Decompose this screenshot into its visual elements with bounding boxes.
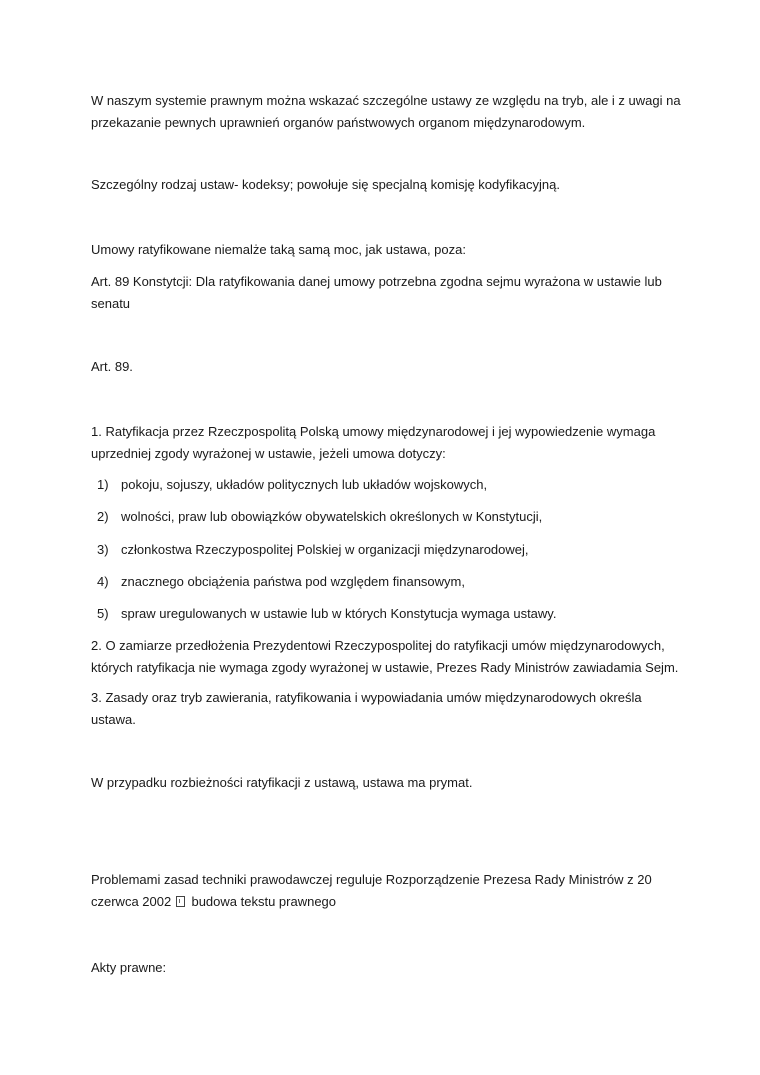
list-item-text: pokoju, sojuszy, układów politycznych lub układów wojskowych, [121,477,488,492]
list-item-number: 5) [97,606,109,621]
article-heading: Art. 89. [91,359,133,374]
list-item-number: 4) [97,574,109,589]
paragraph-technika-suffix: budowa tekstu prawnego [191,894,337,909]
list-item [97,539,677,561]
article-point-3: 3. Zasady oraz tryb zawierania, ratyfikowania i wypowiadania umów międzynarodowych określa ustawa. [91,690,642,727]
list-item [97,571,677,593]
list-item-text: wolności, praw lub obowiązków obywatelskich określonych w Konstytucji, [121,509,543,524]
list-item [97,474,677,496]
paragraph-intro: W naszym systemie prawnym można wskazać szczególne ustawy ze względu na tryb, ale i z uwagi na przekazanie pewnych uprawnień organów państwowych organom międzynarodowym. [91,93,681,130]
paragraph-akty-prawne: Akty prawne: [91,960,167,975]
paragraph-kodeksy: Szczególny rodzaj ustaw- kodeksy; powołuje się specjalną komisję kodyfikacyjną. [91,177,560,192]
list-item-number: 1) [97,477,109,492]
list-item-text: członkostwa Rzeczypospolitej Polskiej w organizacji międzynarodowej, [121,542,529,557]
list-item [97,603,677,625]
paragraph-technika-text: Problemami zasad techniki prawodawczej reguluje Rozporządzenie Prezesa Rady Ministrów z 20 czerwca 2002 [91,872,652,909]
paragraph-art-89-summary: Art. 89 Konstytcji: Dla ratyfikowania danej umowy potrzebna zgodna sejmu wyrażona w ustawie lub senatu [91,274,662,311]
list-item [97,506,677,528]
list-item-text: spraw uregulowanych w ustawie lub w których Konstytucja wymaga ustawy. [121,606,557,621]
paragraph-umowy-ratyfikowane: Umowy ratyfikowane niemalże taką samą moc, jak ustawa, poza: [91,242,466,257]
missing-glyph-icon [176,896,185,907]
paragraph-technika-prawodawcza [91,869,681,913]
paragraph-rozbieznosc: W przypadku rozbieżności ratyfikacji z ustawą, ustawa ma prymat. [91,775,473,790]
article-point-2: 2. O zamiarze przedłożenia Prezydentowi Rzeczypospolitej do ratyfikacji umów międzynarodowych, których ratyfikacja nie wymaga zgody wyrażonej w ustawie, Prezes Rady Ministrów zawiadamia Sejm. [91,638,679,675]
article-point-1: 1. Ratyfikacja przez Rzeczpospolitą Polską umowy międzynarodowej i jej wypowiedzenie wymaga uprzedniej zgody wyrażonej w ustawie, jeżeli umowa dotyczy: [91,424,656,461]
list-item-number: 3) [97,542,109,557]
list-item-text: znacznego obciążenia państwa pod względem finansowym, [121,574,465,589]
list-item-number: 2) [97,509,109,524]
